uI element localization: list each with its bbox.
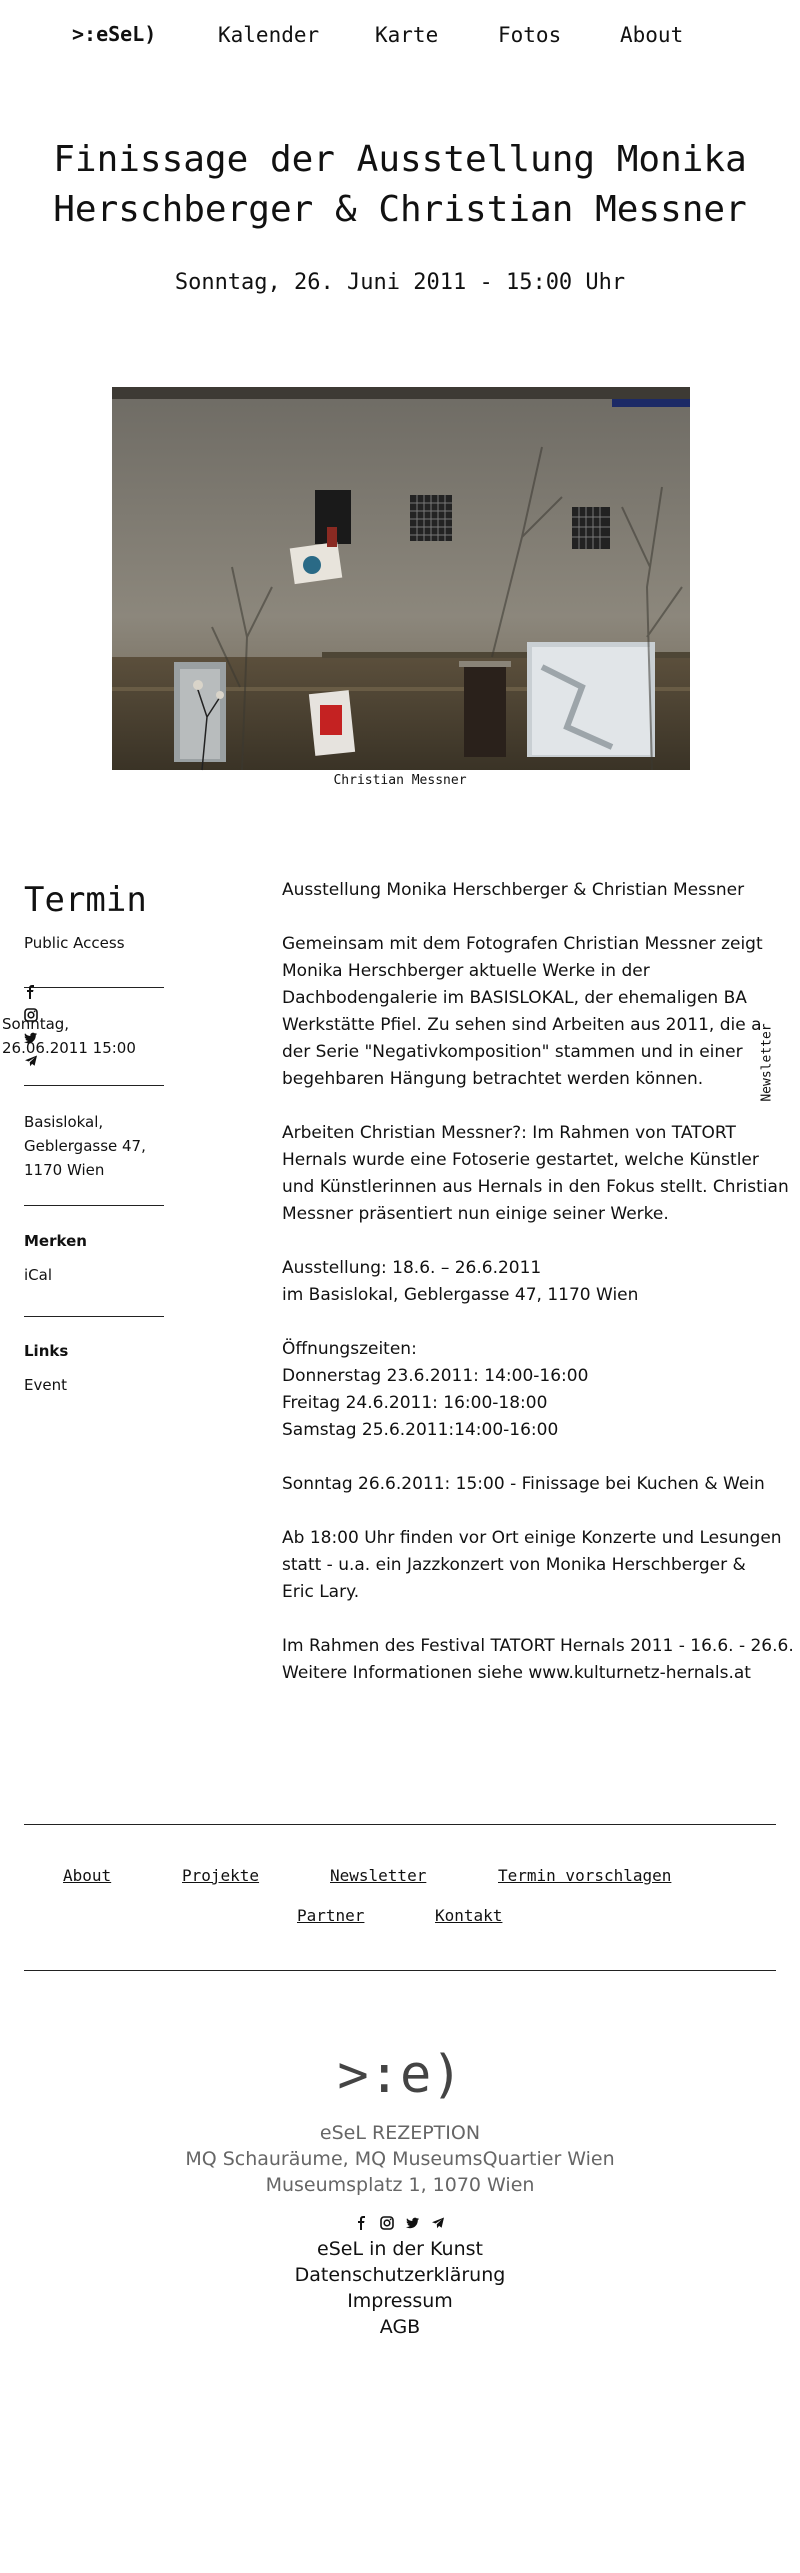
ical-link[interactable]: iCal (24, 1266, 53, 1284)
termin-sidebar (24, 880, 164, 952)
footer-link-datenschutz[interactable]: Datenschutzerklärung (294, 2264, 506, 2286)
facebook-icon[interactable] (24, 985, 38, 999)
opening-hours: Öffnungszeiten: Donnerstag 23.6.2011: 14:00-16:00 Freitag 24.6.2011: 16:00-18:00 Samstag 25.6.2011:14:00-16:00 (282, 1339, 589, 1440)
event-date: Sonntag, 26. Juni 2011 - 15:00 Uhr (174, 270, 626, 295)
exhibition-dates: Ausstellung: 18.6. – 26.6.2011 im Basislokal, Geblergasse 47, 1170 Wien (282, 1258, 639, 1305)
footer-divider (24, 1970, 776, 1971)
where-line-3: 1170 Wien (24, 1161, 105, 1179)
top-nav (0, 22, 800, 52)
event-link[interactable]: Event (24, 1376, 67, 1394)
concerts-paragraph: Ab 18:00 Uhr finden vor Ort einige Konzerte und Lesungen statt - u.a. ein Jazzkonzert von Monika Herschberger & Eric Lary. (282, 1528, 782, 1602)
when-date-time: 26.06.2011 15:00 (2, 1039, 136, 1057)
footer-link-agb[interactable]: AGB (379, 2316, 421, 2338)
footer-link-kontakt[interactable]: Kontakt (435, 1906, 503, 1925)
termin-heading: Termin (24, 880, 147, 920)
facebook-icon[interactable] (355, 2216, 369, 2230)
footer-address: Museumsplatz 1, 1070 Wien (265, 2174, 535, 2196)
event-photo (112, 387, 690, 770)
footer-link-about[interactable]: About (63, 1866, 112, 1885)
newsletter-tab-label: Newsletter (759, 1023, 775, 1102)
site-logo[interactable]: >:eSeL) (72, 22, 157, 46)
event-location (24, 1110, 164, 1182)
footer-link-termin-vorschlagen[interactable]: Termin vorschlagen (498, 1866, 672, 1885)
nav-item-kalender[interactable]: Kalender (218, 23, 320, 47)
where-line-2: Geblergasse 47, (24, 1137, 146, 1155)
footer-venue-name: eSeL REZEPTION (319, 2122, 481, 2144)
sidebar-divider (24, 987, 164, 988)
nav-item-about[interactable]: About (620, 23, 684, 47)
photo-caption: Christian Messner (333, 773, 467, 788)
sidebar-divider (24, 1085, 164, 1086)
access-label: Public Access (24, 934, 125, 952)
event-datetime (2, 1012, 164, 1057)
links-label: Links (24, 1342, 69, 1360)
instagram-icon[interactable] (380, 2216, 394, 2230)
finissage-line: Sonntag 26.6.2011: 15:00 - Finissage bei Kuchen & Wein (282, 1474, 765, 1494)
footer-link-esel-in-der-kunst[interactable]: eSeL in der Kunst (317, 2238, 483, 2260)
page-title (0, 135, 800, 235)
footer-link-newsletter[interactable]: Newsletter (330, 1866, 427, 1885)
when-weekday: Sonntag, (2, 1015, 70, 1033)
sidebar-divider (24, 1316, 164, 1317)
footer-social-icons (0, 2212, 800, 2231)
sidebar-divider (24, 1205, 164, 1206)
footer-link-impressum[interactable]: Impressum (347, 2290, 453, 2312)
description-paragraph: Gemeinsam mit dem Fotografen Christian Messner zeigt Monika Herschberger aktuelle Werke in der Dachbodengalerie im BASISLOKAL, der ehemaligen BA Werkstätte Pfiel. Zu sehen sind Arbeiten aus 2011, die a der Serie "Negativkomposition" stammen und in einer begehbaren Hängung betrachtet werden können. (282, 934, 763, 1089)
footer-logo[interactable]: >:e) (337, 2045, 463, 2105)
messner-paragraph: Arbeiten Christian Messner?: Im Rahmen von TATORT Hernals wurde eine Fotoserie gestartet, welche Künstler und Künstlerinnen aus Hernals in den Fokus stellt. Christian Messner präsentiert nun einige seiner Werke. (282, 1123, 789, 1224)
title-line-2: Herschberger & Christian Messner (53, 189, 747, 230)
newsletter-tab[interactable] (752, 1025, 782, 1115)
footer-venue-line: MQ Schauräume, MQ MuseumsQuartier Wien (185, 2148, 615, 2170)
festival-paragraph: Im Rahmen des Festival TATORT Hernals 2011 - 16.6. - 26.6. Weitere Informationen siehe www.kulturnetz-hernals.at (282, 1636, 794, 1683)
nav-item-karte[interactable]: Karte (375, 23, 439, 47)
title-line-1: Finissage der Ausstellung Monika (53, 139, 747, 180)
event-description (282, 877, 794, 1714)
footer-link-partner[interactable]: Partner (297, 1906, 365, 1925)
footer-link-projekte[interactable]: Projekte (182, 1866, 260, 1885)
telegram-icon[interactable] (431, 2216, 445, 2230)
twitter-icon[interactable] (406, 2216, 420, 2230)
where-line-1: Basislokal, (24, 1113, 104, 1131)
nav-item-fotos[interactable]: Fotos (498, 23, 562, 47)
footer-divider (24, 1824, 776, 1825)
intro-paragraph: Ausstellung Monika Herschberger & Christian Messner (282, 880, 745, 900)
merken-label: Merken (24, 1232, 87, 1250)
